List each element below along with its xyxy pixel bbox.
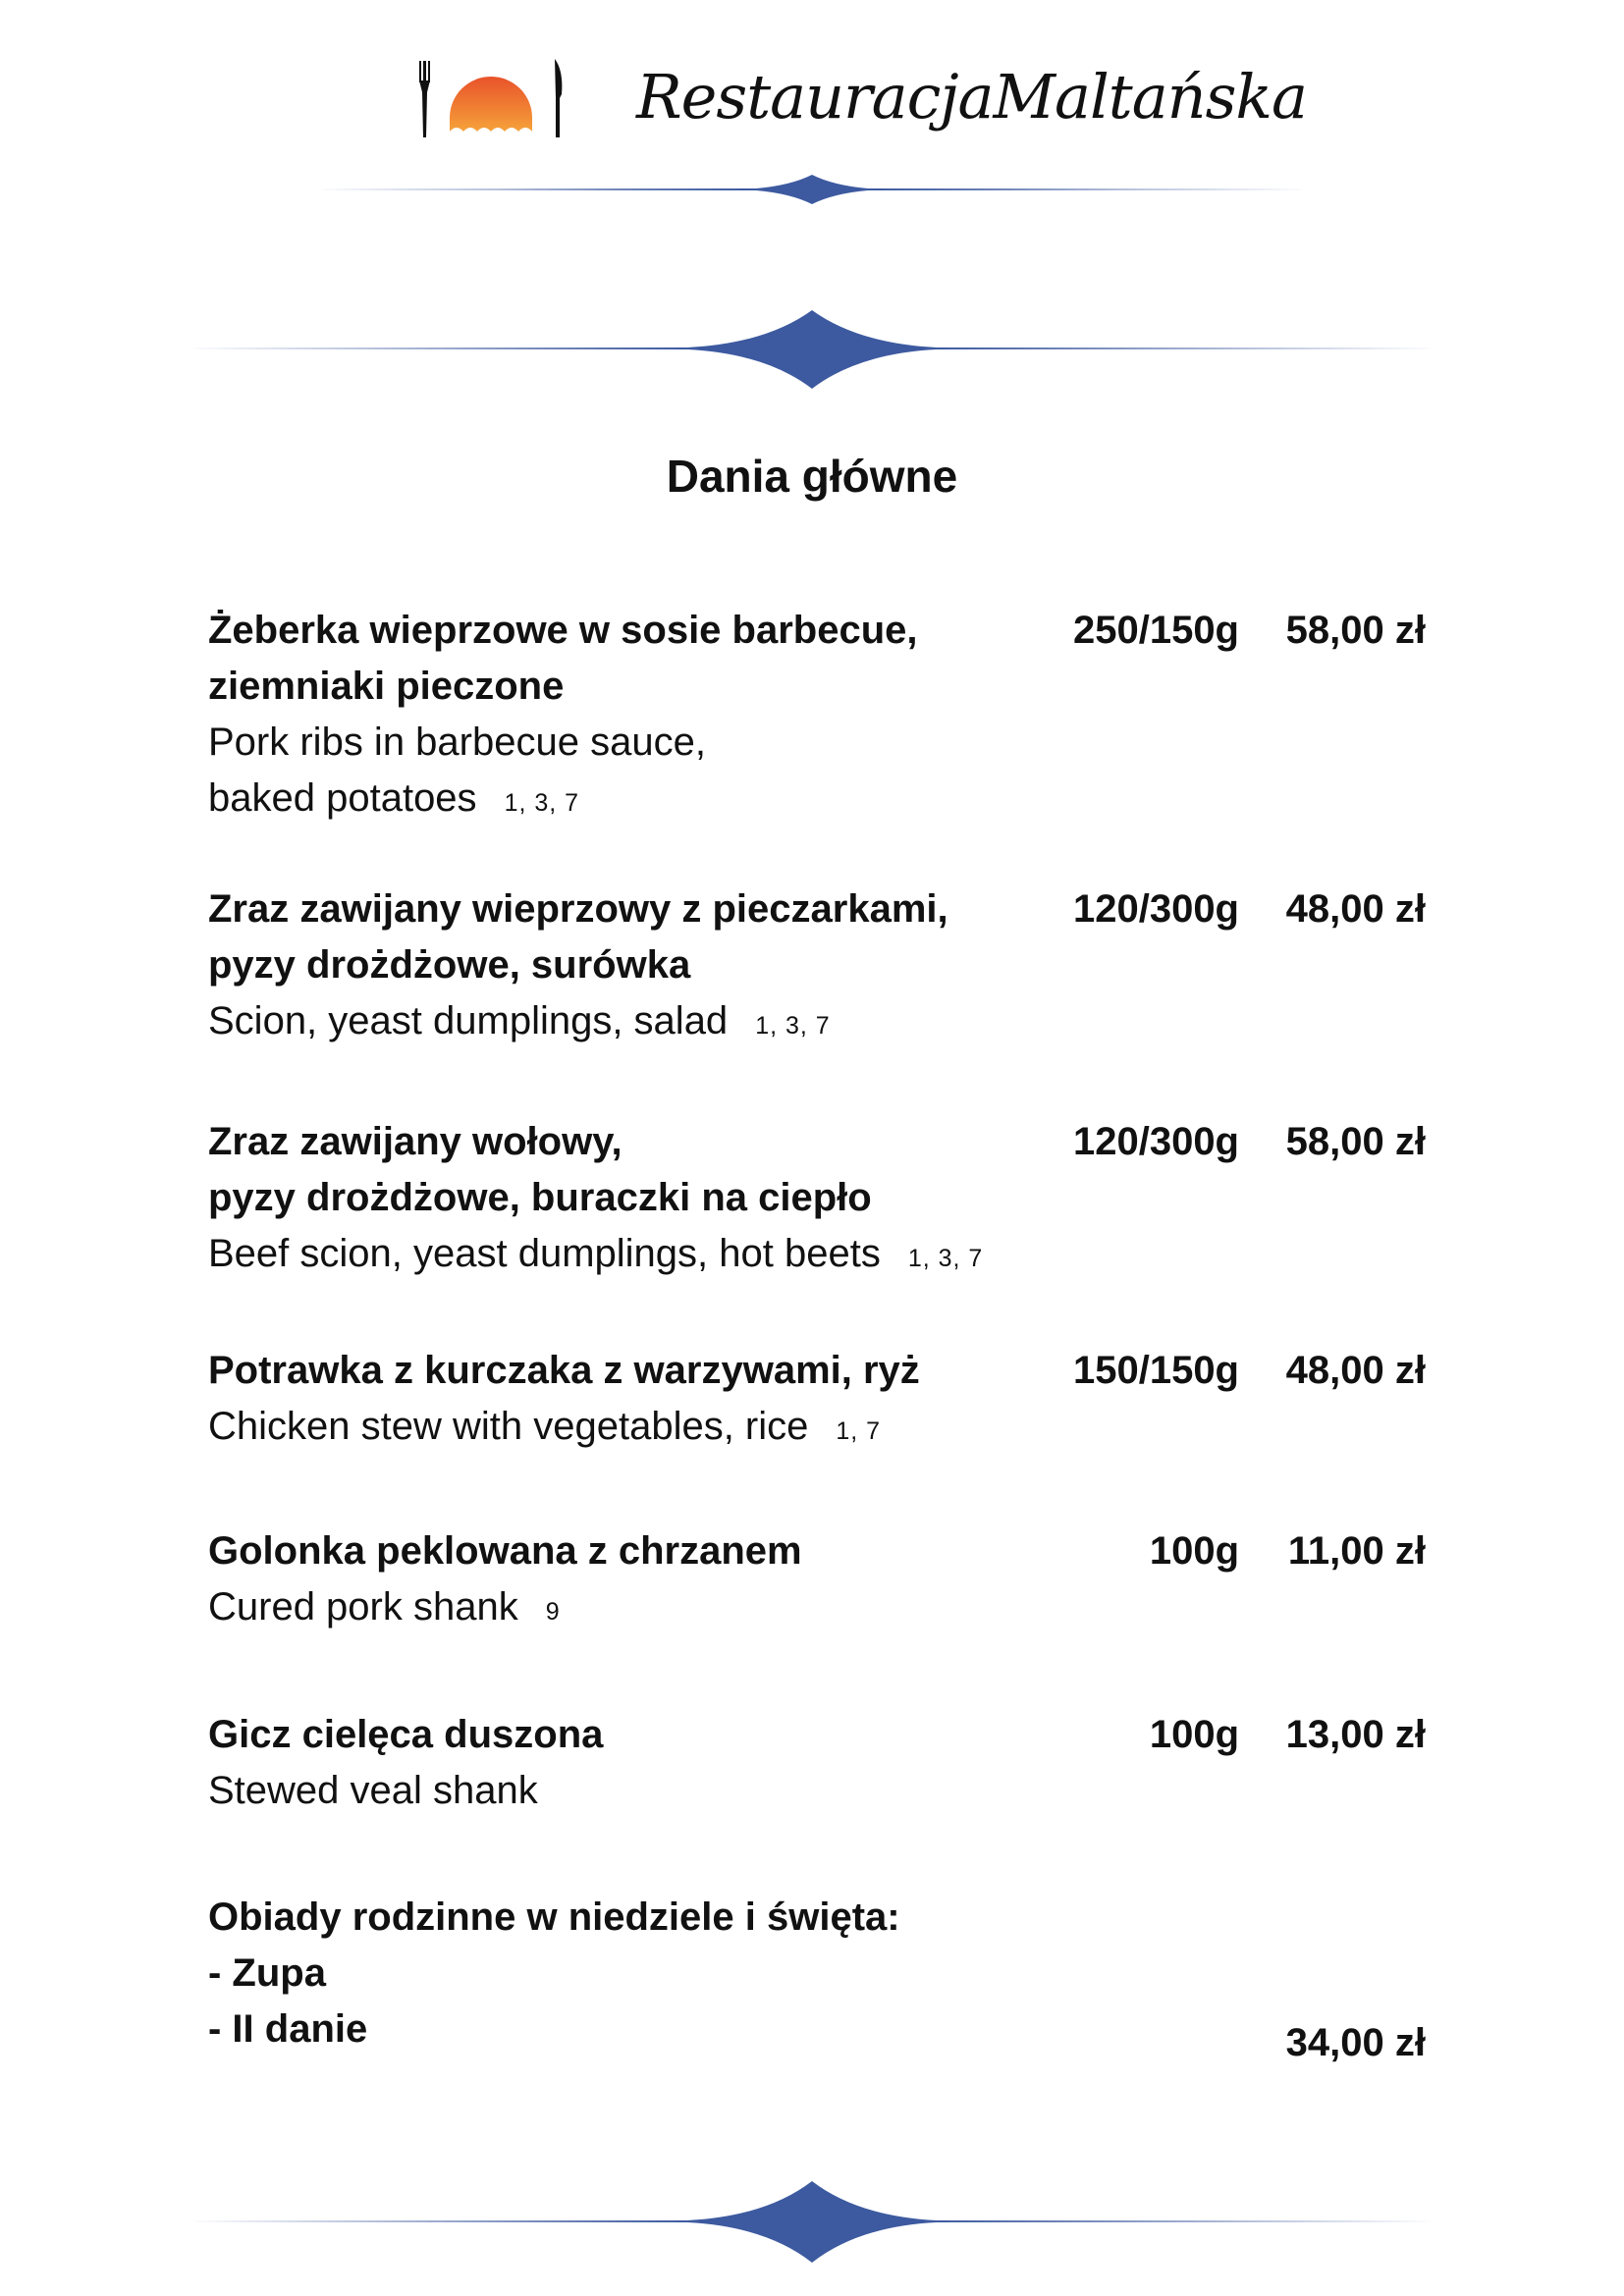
dish-weight: 120/300g	[1072, 1120, 1239, 1163]
dish-name: Gicz cielęca duszona	[208, 1713, 604, 1756]
restaurant-logo	[410, 41, 1307, 149]
logo-icons	[410, 41, 597, 149]
family-dinner-price: 34,00 zł	[1285, 2021, 1426, 2064]
dish-description: Beef scion, yeast dumplings, hot beets	[208, 1232, 881, 1275]
top-divider-ornament	[0, 304, 1624, 393]
menu-item	[208, 1707, 1426, 1819]
dish-description: baked potatoes	[208, 776, 477, 820]
dish-name: pyzy drożdżowe, surówka	[208, 943, 691, 987]
allergen-codes: 1, 7	[836, 1417, 882, 1445]
dish-weight: 100g	[1149, 1529, 1239, 1573]
ornament-shape	[187, 2181, 1437, 2263]
dish-weight: 150/150g	[1072, 1349, 1239, 1392]
ornament-shape	[314, 175, 1310, 204]
menu-item	[208, 1114, 1426, 1287]
dish-name: pyzy drożdżowe, buraczki na ciepło	[208, 1176, 872, 1219]
family-dinner-course: - II danie	[208, 2007, 368, 2051]
dish-weight: 250/150g	[1072, 609, 1239, 652]
fork-icon	[419, 61, 430, 137]
dish-name: Golonka peklowana z chrzanem	[208, 1529, 802, 1573]
dish-price: 48,00 zł	[1285, 1349, 1426, 1392]
allergen-codes: 1, 3, 7	[907, 1245, 984, 1272]
dish-price: 58,00 zł	[1285, 1120, 1426, 1163]
allergen-codes: 1, 3, 7	[504, 789, 580, 817]
allergen-codes: 9	[545, 1598, 561, 1626]
allergen-codes: 1, 3, 7	[755, 1012, 831, 1040]
menu-item	[208, 881, 1426, 1054]
dish-name: Zraz zawijany wołowy,	[208, 1120, 623, 1163]
section-title: Dania główne	[666, 451, 958, 502]
sun-logo-icon	[450, 77, 532, 132]
bottom-divider-ornament	[0, 2174, 1624, 2268]
family-dinner-heading: Obiady rodzinne w niedziele i święta:	[208, 1896, 900, 1939]
menu-item	[208, 1343, 1426, 1460]
dish-price: 48,00 zł	[1285, 887, 1426, 931]
dish-description: Chicken stew with vegetables, rice	[208, 1405, 809, 1448]
dish-name: Zraz zawijany wieprzowy z pieczarkami,	[208, 887, 948, 931]
dish-weight: 120/300g	[1072, 887, 1239, 931]
family-dinner-course: - Zupa	[208, 1951, 326, 1995]
menu-item	[208, 603, 1426, 831]
dish-price: 58,00 zł	[1285, 609, 1426, 652]
family-dinner-offer	[208, 1890, 1426, 2064]
dish-description: Pork ribs in barbecue sauce,	[208, 721, 706, 764]
brand-name: RestauracjaMaltańska	[636, 61, 1307, 133]
dish-name: Żeberka wieprzowe w sosie barbecue,	[208, 609, 918, 652]
dish-description: Scion, yeast dumplings, salad	[208, 999, 729, 1042]
dish-weight: 100g	[1149, 1713, 1239, 1756]
dish-name: ziemniaki pieczone	[208, 665, 565, 708]
header-ornament	[0, 165, 1624, 214]
dish-price: 13,00 zł	[1285, 1713, 1426, 1756]
dish-price: 11,00 zł	[1287, 1529, 1426, 1573]
dish-description: Stewed veal shank	[208, 1769, 538, 1812]
dish-name: Potrawka z kurczaka z warzywami, ryż	[208, 1349, 920, 1392]
ornament-shape	[187, 310, 1437, 389]
menu-item	[208, 1523, 1426, 1640]
dish-description: Cured pork shank	[208, 1585, 518, 1629]
knife-icon	[555, 59, 562, 137]
